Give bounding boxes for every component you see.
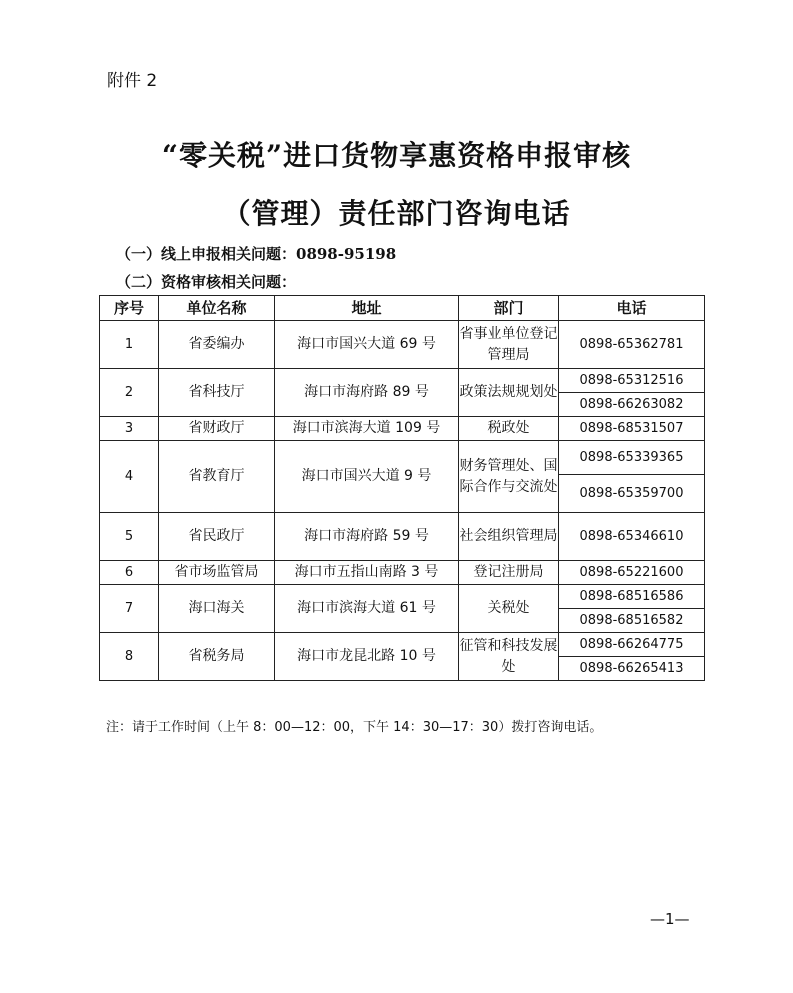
header-index: 序号 bbox=[100, 296, 159, 321]
footnote: 注：请于工作时间（上午 8：00—12：00，下午 14：30—17：30）拨打咨询电话。 bbox=[106, 720, 603, 735]
row-index: 1 bbox=[100, 321, 159, 369]
phone-number: 0898-65359700 bbox=[559, 475, 705, 513]
document-title-line2: （管理）责任部门咨询电话 bbox=[222, 197, 571, 230]
table-row bbox=[100, 441, 705, 475]
section-qualification-review: （二）资格审核相关问题： bbox=[116, 273, 297, 291]
table-header-row bbox=[100, 296, 705, 321]
department: 税政处 bbox=[459, 417, 559, 441]
phone-number: 0898-68531507 bbox=[559, 417, 705, 441]
unit-name: 省科技厅 bbox=[159, 369, 275, 417]
table-row bbox=[100, 513, 705, 561]
table-row bbox=[100, 633, 705, 657]
unit-name: 省税务局 bbox=[159, 633, 275, 681]
header-phone: 电话 bbox=[559, 296, 705, 321]
table-body bbox=[100, 321, 705, 681]
row-index: 4 bbox=[100, 441, 159, 513]
address: 海口市海府路 89 号 bbox=[275, 369, 459, 417]
table-row bbox=[100, 561, 705, 585]
department: 征管和科技发展处 bbox=[459, 633, 559, 681]
row-index: 2 bbox=[100, 369, 159, 417]
document-title-line1: “零关税”进口货物享惠资格申报审核 bbox=[161, 139, 632, 172]
table-row bbox=[100, 369, 705, 393]
unit-name: 省市场监管局 bbox=[159, 561, 275, 585]
address: 海口市海府路 59 号 bbox=[275, 513, 459, 561]
table-row bbox=[100, 417, 705, 441]
row-index: 3 bbox=[100, 417, 159, 441]
unit-name: 省教育厅 bbox=[159, 441, 275, 513]
phone-number: 0898-65312516 bbox=[559, 369, 705, 393]
department: 财务管理处、国际合作与交流处 bbox=[459, 441, 559, 513]
row-index: 5 bbox=[100, 513, 159, 561]
header-unit-name: 单位名称 bbox=[159, 296, 275, 321]
page-number: —1— bbox=[650, 910, 690, 928]
attachment-label: 附件 2 bbox=[107, 71, 158, 91]
department: 登记注册局 bbox=[459, 561, 559, 585]
section-online-hotline: （一）线上申报相关问题：0898-95198 bbox=[116, 245, 397, 263]
phone-number: 0898-65339365 bbox=[559, 441, 705, 475]
address: 海口市国兴大道 69 号 bbox=[275, 321, 459, 369]
header-address: 地址 bbox=[275, 296, 459, 321]
address: 海口市滨海大道 109 号 bbox=[275, 417, 459, 441]
phone-number: 0898-65221600 bbox=[559, 561, 705, 585]
header-department: 部门 bbox=[459, 296, 559, 321]
phone-number: 0898-66265413 bbox=[559, 657, 705, 681]
row-index: 7 bbox=[100, 585, 159, 633]
department: 社会组织管理局 bbox=[459, 513, 559, 561]
unit-name: 省委编办 bbox=[159, 321, 275, 369]
row-index: 8 bbox=[100, 633, 159, 681]
contact-table bbox=[99, 295, 705, 681]
phone-number: 0898-65362781 bbox=[559, 321, 705, 369]
address: 海口市滨海大道 61 号 bbox=[275, 585, 459, 633]
address: 海口市国兴大道 9 号 bbox=[275, 441, 459, 513]
unit-name: 省财政厅 bbox=[159, 417, 275, 441]
address: 海口市龙昆北路 10 号 bbox=[275, 633, 459, 681]
unit-name: 海口海关 bbox=[159, 585, 275, 633]
department: 省事业单位登记管理局 bbox=[459, 321, 559, 369]
phone-number: 0898-66263082 bbox=[559, 393, 705, 417]
department: 关税处 bbox=[459, 585, 559, 633]
department: 政策法规规划处 bbox=[459, 369, 559, 417]
address: 海口市五指山南路 3 号 bbox=[275, 561, 459, 585]
unit-name: 省民政厅 bbox=[159, 513, 275, 561]
table-row bbox=[100, 585, 705, 609]
row-index: 6 bbox=[100, 561, 159, 585]
phone-number: 0898-66264775 bbox=[559, 633, 705, 657]
phone-number: 0898-68516582 bbox=[559, 609, 705, 633]
table-row bbox=[100, 321, 705, 369]
phone-number: 0898-65346610 bbox=[559, 513, 705, 561]
phone-number: 0898-68516586 bbox=[559, 585, 705, 609]
